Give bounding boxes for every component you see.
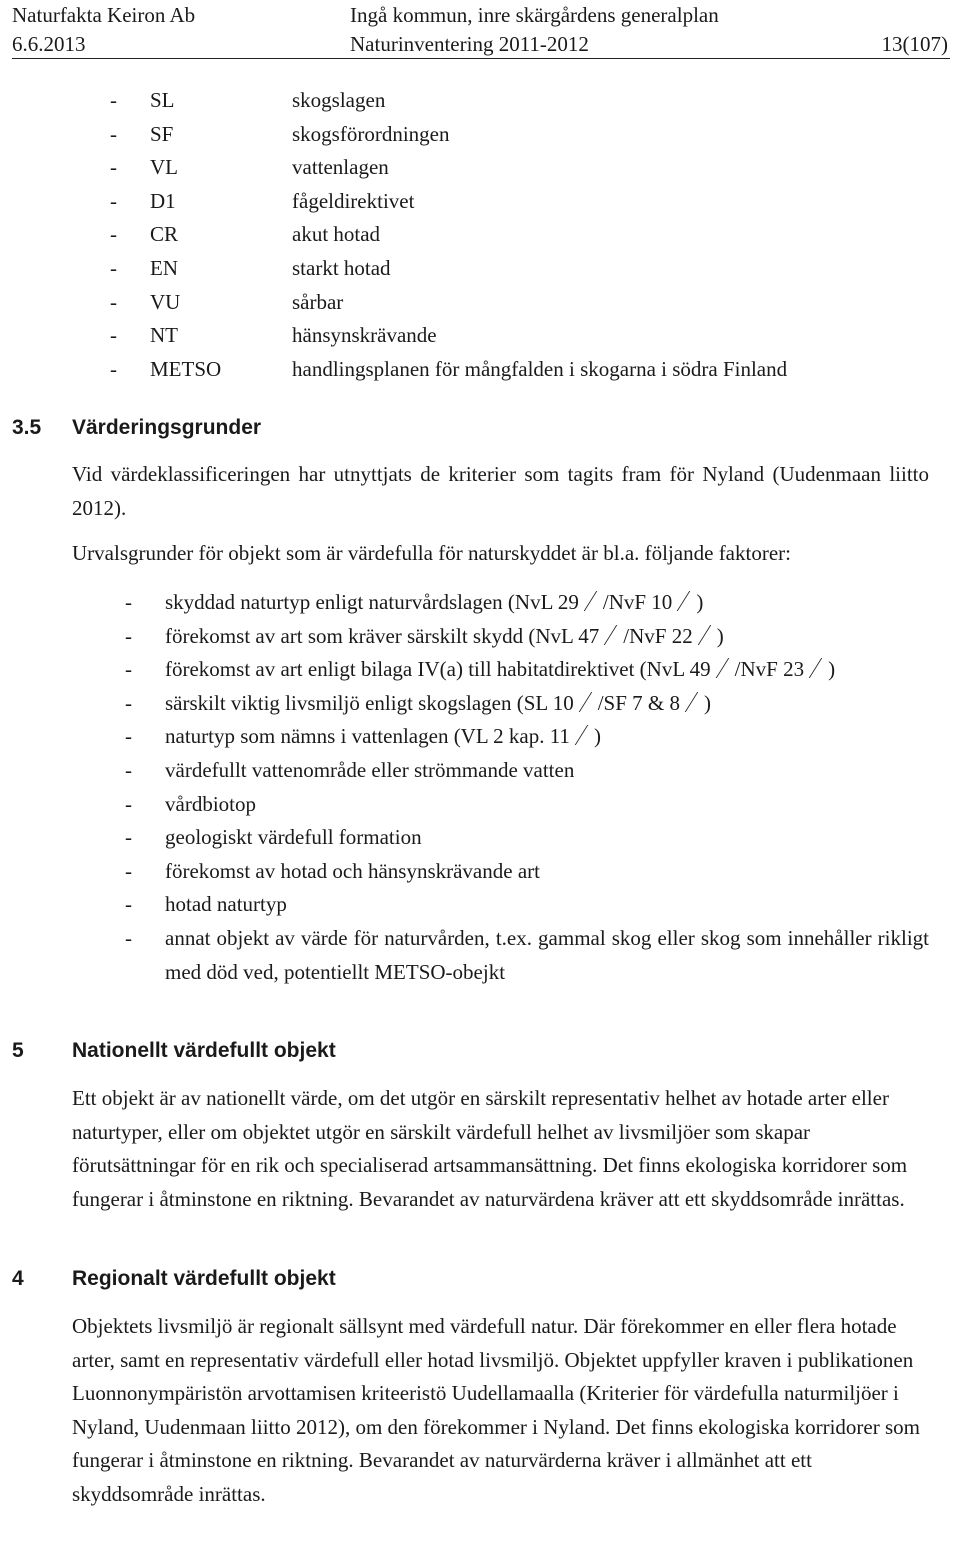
list-dash: - bbox=[110, 222, 117, 247]
abbreviation-meaning: handlingsplanen för mångfalden i skogarna i södra Finland bbox=[292, 356, 788, 381]
criteria-item bbox=[125, 720, 929, 754]
criteria-item bbox=[125, 888, 929, 922]
abbreviation-meaning: vattenlagen bbox=[292, 155, 389, 180]
header-title: Ingå kommun, inre skärgårdens generalplan bbox=[350, 3, 719, 27]
criteria-text: förekomst av art enligt bilaga IV(a) till habitatdirektivet (NvL 49 bbox=[165, 657, 711, 682]
abbreviation-meaning: fågeldirektivet bbox=[292, 188, 415, 213]
paragraph-national-value: Ett objekt är av nationellt värde, om det utgör en särskilt representativ helhet av hotade arter eller naturtyper, eller om objektet utgör en särskilt värdefull helhet av livsmiljöer som skapar förutsättningar för en rik och specialiserad artsammansättning. Det finns ekologiska korridorer som fungerar i åtminstone en riktning. Bevarandet av naturvärdena kräver att ett skyddsområde inrättas. bbox=[72, 1086, 908, 1211]
list-dash: - bbox=[125, 858, 132, 883]
abbreviation-code: METSO bbox=[150, 356, 222, 381]
criteria-text: skyddad naturtyp enligt naturvårdslagen (NvL 29 bbox=[165, 590, 579, 614]
list-dash: - bbox=[110, 356, 117, 381]
section-number: 5 bbox=[12, 1039, 24, 1062]
abbreviation-meaning: akut hotad bbox=[292, 222, 381, 247]
list-dash: - bbox=[110, 88, 117, 112]
criteria-text: /NvF 22 bbox=[623, 623, 693, 648]
abbreviation-item bbox=[110, 186, 930, 220]
criteria-text: särskilt viktig livsmiljö enligt skogslagen (SL 10 bbox=[165, 690, 574, 715]
abbreviation-item bbox=[110, 152, 930, 186]
abbreviation-item bbox=[110, 354, 930, 388]
section-title: Värderingsgrunder bbox=[72, 416, 262, 439]
list-dash: - bbox=[125, 657, 132, 682]
criteria-item bbox=[125, 687, 929, 721]
list-dash: - bbox=[110, 255, 117, 280]
section-symbol-icon bbox=[809, 657, 823, 679]
paragraph-value-criteria: Vid värdeklassificeringen har utnyttjats de kriterier som tagits fram för Nyland (Uudenmaan liitto 2012). bbox=[72, 462, 929, 520]
section-symbol-icon bbox=[575, 724, 589, 746]
criteria-text: geologiskt värdefull formation bbox=[165, 825, 422, 850]
page-header bbox=[12, 0, 950, 58]
abbreviation-code: EN bbox=[150, 255, 178, 280]
section-symbol-icon bbox=[584, 590, 598, 612]
criteria-text: vårdbiotop bbox=[165, 791, 256, 816]
section-title: Regionalt värdefullt objekt bbox=[72, 1267, 336, 1290]
abbreviation-item bbox=[110, 253, 930, 287]
abbreviation-meaning: hänsynskrävande bbox=[292, 323, 437, 348]
section-symbol-icon bbox=[604, 624, 618, 646]
section-symbol-icon bbox=[716, 657, 730, 679]
section-heading-3-5 bbox=[12, 416, 261, 440]
abbreviation-code: NT bbox=[150, 323, 178, 348]
criteria-text: ) bbox=[593, 724, 601, 749]
criteria-text: naturtyp som nämns i vattenlagen (VL 2 kap. 11 bbox=[165, 724, 570, 749]
criteria-text: ) bbox=[716, 623, 724, 648]
list-dash: - bbox=[125, 623, 132, 648]
section-symbol-icon bbox=[677, 590, 691, 612]
abbreviation-code: SF bbox=[150, 121, 174, 146]
abbreviation-code: D1 bbox=[150, 188, 176, 213]
abbreviation-meaning: skogslagen bbox=[292, 88, 386, 112]
list-dash: - bbox=[125, 825, 132, 850]
abbreviation-code: VL bbox=[150, 155, 178, 180]
header-subtitle: Naturinventering 2011-2012 bbox=[350, 32, 589, 56]
criteria-item bbox=[125, 821, 929, 855]
criteria-text: ) bbox=[704, 690, 711, 715]
section-title: Nationellt värdefullt objekt bbox=[72, 1039, 336, 1062]
criteria-text: förekomst av hotad och hänsynskrävande art bbox=[165, 858, 540, 883]
list-dash: - bbox=[110, 289, 117, 314]
section-heading-5 bbox=[12, 1039, 336, 1063]
list-dash: - bbox=[125, 925, 132, 950]
header-date: 6.6.2013 bbox=[12, 32, 86, 56]
paragraph-regional-value: Objektets livsmiljö är regionalt sällsynt med värdefull natur. Där förekommer en eller flera hotade arter, samt en representativ värdefull eller hotad livsmiljö. Objektet uppfyller kraven i publikationen Luonnonympäristön arvottamisen kriteeristö Uudellamaalla (Kriterier för värdefulla naturmiljöer i Nyland, Uudenmaan liitto 2012), om den förekommer i Nyland. Det finns ekologiska korridorer som fungerar i åtminstone en riktning. Bevarandet av naturvärderna kräver i allmänhet att ett skyddsområde inrättas. bbox=[72, 1314, 920, 1506]
abbreviation-item bbox=[110, 320, 930, 354]
criteria-text: värdefullt vattenområde eller strömmande vatten bbox=[165, 757, 575, 782]
paragraph-selection-criteria: Urvalsgrunder för objekt som är värdefulla för naturskyddet är bl.a. följande faktorer: bbox=[72, 541, 791, 565]
section-number: 4 bbox=[12, 1267, 24, 1290]
criteria-text: ) bbox=[696, 590, 704, 614]
list-dash: - bbox=[125, 791, 132, 816]
list-dash: - bbox=[110, 155, 117, 180]
abbreviation-list bbox=[110, 85, 930, 387]
abbreviation-code: CR bbox=[150, 222, 179, 247]
criteria-text: /SF 7 & 8 bbox=[597, 690, 680, 715]
criteria-item bbox=[125, 620, 929, 654]
criteria-item bbox=[125, 788, 929, 822]
list-dash: - bbox=[125, 590, 132, 614]
section-number: 3.5 bbox=[12, 416, 42, 439]
abbreviation-meaning: skogsförordningen bbox=[292, 121, 450, 146]
criteria-list bbox=[125, 586, 929, 989]
list-dash: - bbox=[125, 724, 132, 749]
list-dash: - bbox=[125, 892, 132, 917]
list-dash: - bbox=[125, 690, 132, 715]
criteria-text: förekomst av art som kräver särskilt skydd (NvL 47 bbox=[165, 623, 600, 648]
list-dash: - bbox=[110, 323, 117, 348]
header-org: Naturfakta Keiron Ab bbox=[12, 3, 196, 27]
list-dash: - bbox=[125, 757, 132, 782]
section-symbol-icon bbox=[685, 691, 699, 713]
criteria-text: hotad naturtyp bbox=[165, 892, 287, 917]
abbreviation-code: VU bbox=[150, 289, 181, 314]
list-dash: - bbox=[110, 121, 117, 146]
criteria-item bbox=[125, 855, 929, 889]
abbreviation-item bbox=[110, 85, 930, 119]
criteria-text: /NvF 10 bbox=[602, 590, 673, 614]
criteria-item bbox=[125, 586, 929, 620]
header-rule bbox=[12, 58, 950, 59]
criteria-item bbox=[125, 653, 929, 687]
section-symbol-icon bbox=[698, 624, 712, 646]
abbreviation-meaning: starkt hotad bbox=[292, 255, 391, 280]
abbreviation-code: SL bbox=[150, 88, 175, 112]
criteria-text: /NvF 23 bbox=[734, 657, 805, 682]
section-heading-4 bbox=[12, 1267, 336, 1291]
abbreviation-item bbox=[110, 119, 930, 153]
section-symbol-icon bbox=[579, 691, 593, 713]
abbreviation-item bbox=[110, 287, 930, 321]
abbreviation-item bbox=[110, 219, 930, 253]
criteria-text: ) bbox=[828, 657, 836, 682]
criteria-text: annat objekt av värde för naturvården, t.ex. gammal skog eller skog som innehåller rikligt med död ved, potentiellt METSO-obejkt bbox=[165, 925, 929, 984]
header-page-number: 13(107) bbox=[881, 32, 948, 56]
criteria-item bbox=[125, 754, 929, 788]
criteria-item bbox=[125, 922, 929, 989]
list-dash: - bbox=[110, 188, 117, 213]
abbreviation-meaning: sårbar bbox=[292, 289, 344, 314]
